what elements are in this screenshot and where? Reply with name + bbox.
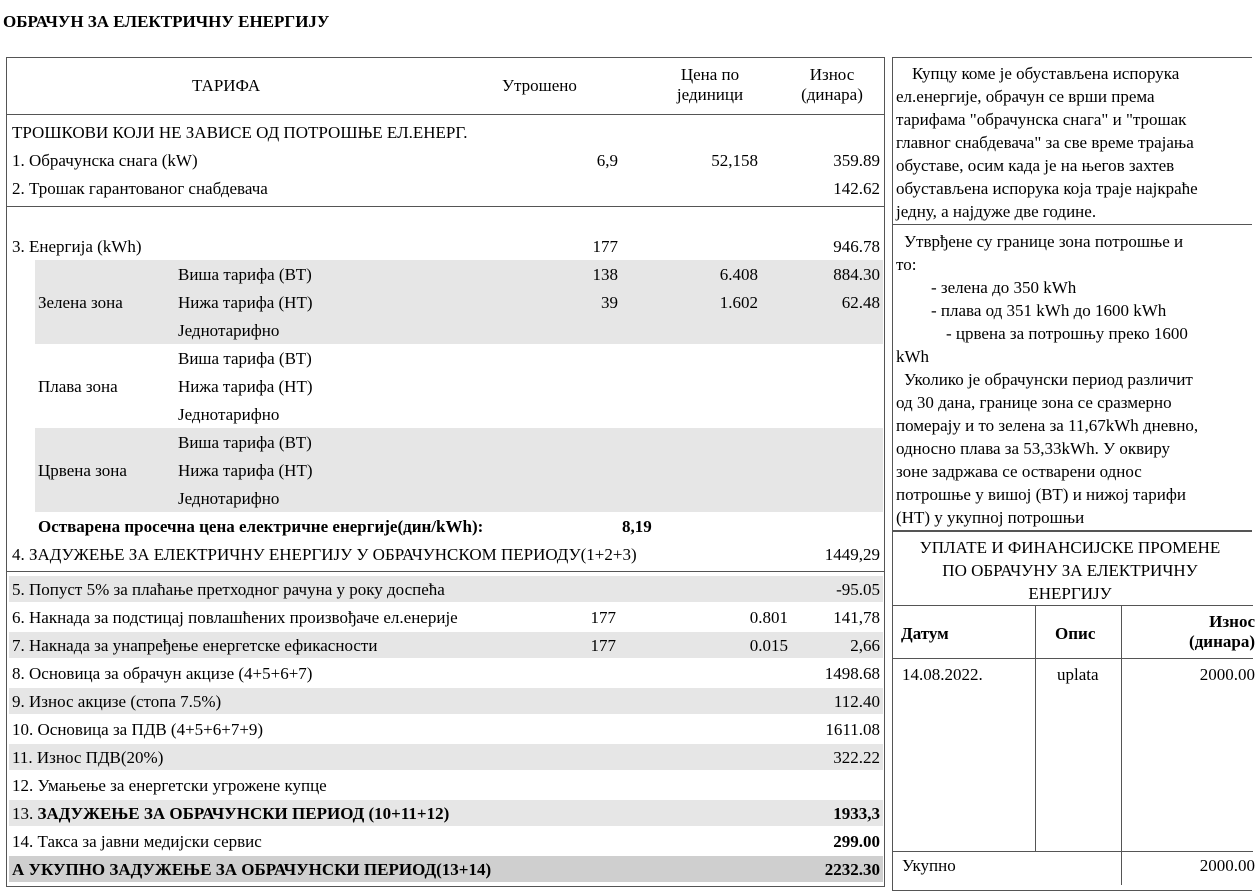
green-vt-consumed: 138 bbox=[592, 265, 618, 284]
row-9-amount: 112.40 bbox=[833, 692, 880, 711]
green-nt-amount: 62.48 bbox=[841, 293, 880, 312]
col-header-amount: Износ (динара) bbox=[801, 65, 863, 104]
note-zones: Утврђене су границе зона потрошње и то: - зелена до 350 kWh - плава од 351 kWh до 1600 kWh - црвена за потрошњу преко 1600 kWh Уколико је обрачунски период различит од 30 дана, границе зона се сразмерно померају и то зелена за 11,67kWh дневно, односно плава за 53,33kWh. У оквиру зоне задржава се остварени однос потрошње у вишој (ВТ) и нижој тарифи (НТ) у укупној потрошњи bbox=[896, 232, 1199, 527]
blue-vt-label: Виша тарифа (ВТ) bbox=[178, 349, 312, 368]
blue-zone-label: Плава зона bbox=[38, 377, 118, 396]
divider bbox=[893, 851, 1253, 852]
payments-total-amount: 2000.00 bbox=[1199, 856, 1255, 875]
note-suspension: Купцу коме је обустављена испорука ел.енергије, обрачун се врши према тарифама "обрачунска снага" и "трошак главног снабдевача" за све време трајања обуставе, осим када је на његов захтев обустављена испорука која траје најкраће једну, а најдуже две године. bbox=[896, 64, 1198, 221]
col-header-consumed: Утрошено bbox=[502, 76, 577, 95]
row-5-label: 5. Попуст 5% за плаћање претходног рачуна у року доспећа bbox=[12, 580, 445, 599]
row-1-amount: 359.89 bbox=[833, 151, 880, 170]
payment-description: uplata bbox=[1057, 665, 1099, 684]
row-1-label: 1. Обрачунска снага (kW) bbox=[12, 151, 198, 170]
payment-date: 14.08.2022. bbox=[902, 665, 983, 684]
page-title: ОБРАЧУН ЗА ЕЛЕКТРИЧНУ ЕНЕРГИЈУ bbox=[3, 12, 330, 31]
red-single-label: Једнотарифно bbox=[178, 489, 280, 508]
row-11-label: 11. Износ ПДВ(20%) bbox=[12, 748, 164, 767]
row-3-consumed: 177 bbox=[592, 237, 618, 256]
row-10-label: 10. Основица за ПДВ (4+5+6+7+9) bbox=[12, 720, 264, 739]
row-10-amount: 1611.08 bbox=[825, 720, 880, 739]
row-6-amount: 141,78 bbox=[833, 608, 880, 627]
col-header-tariff: ТАРИФА bbox=[192, 76, 261, 95]
red-vt-label: Виша тарифа (ВТ) bbox=[178, 433, 312, 452]
green-zone-label: Зелена зона bbox=[38, 293, 123, 312]
row-6-label: 6. Накнада за подстицај повлашћених произвођаче ел.енерије bbox=[12, 608, 458, 627]
green-nt-label: Нижа тарифа (НТ) bbox=[178, 293, 313, 312]
blue-nt-label: Нижа тарифа (НТ) bbox=[178, 377, 313, 396]
row-7-price: 0.015 bbox=[749, 636, 788, 655]
divider bbox=[7, 571, 885, 572]
divider bbox=[7, 206, 885, 207]
red-zone-label: Црвена зона bbox=[38, 461, 127, 480]
divider bbox=[1035, 605, 1036, 851]
grand-total-label: А УКУПНО ЗАДУЖЕЊЕ ЗА ОБРАЧУНСКИ ПЕРИОД(13+14) bbox=[12, 860, 492, 879]
row-12-label: 12. Умањење за енергетски угрожене купце bbox=[12, 776, 327, 795]
green-vt-amount: 884.30 bbox=[833, 265, 880, 284]
blue-single-label: Једнотарифно bbox=[178, 405, 280, 424]
row-3-label: 3. Енергија (kWh) bbox=[12, 237, 142, 256]
row-4-amount: 1449,29 bbox=[824, 545, 880, 564]
divider bbox=[7, 114, 885, 115]
avg-price-value: 8,19 bbox=[622, 517, 652, 536]
red-zone-shade bbox=[35, 428, 883, 512]
payment-amount: 2000.00 bbox=[1199, 665, 1255, 684]
green-vt-price: 6.408 bbox=[719, 265, 758, 284]
red-nt-label: Нижа тарифа (НТ) bbox=[178, 461, 313, 480]
row-14-label: 14. Такса за јавни медијски сервис bbox=[12, 832, 262, 851]
green-vt-label: Виша тарифа (ВТ) bbox=[178, 265, 312, 284]
section-heading-fixed: ТРОШКОВИ КОЈИ НЕ ЗАВИСЕ ОД ПОТРОШЊЕ ЕЛ.ЕНЕРГ. bbox=[12, 123, 468, 142]
green-nt-price: 1.602 bbox=[719, 293, 758, 312]
divider bbox=[893, 658, 1253, 659]
row-7-label: 7. Накнада за унапређење енергетске ефикасности bbox=[12, 636, 378, 655]
payments-total-label: Укупно bbox=[902, 856, 956, 875]
grand-total-amount: 2232.30 bbox=[824, 860, 880, 879]
avg-price-label: Остварена просечна цена електричне енергије(дин/kWh): bbox=[38, 517, 484, 536]
row-6-consumed: 177 bbox=[590, 608, 616, 627]
row-14-amount: 299.00 bbox=[833, 832, 880, 851]
row-8-label: 8. Основица за обрачун акцизе (4+5+6+7) bbox=[12, 664, 313, 683]
col-header-date: Датум bbox=[901, 624, 949, 643]
row-11-amount: 322.22 bbox=[833, 748, 880, 767]
row-2-amount: 142.62 bbox=[833, 179, 880, 198]
green-nt-consumed: 39 bbox=[601, 293, 618, 312]
row-6-price: 0.801 bbox=[749, 608, 788, 627]
row-8-amount: 1498.68 bbox=[824, 664, 880, 683]
row-4-label: 4. ЗАДУЖЕЊЕ ЗА ЕЛЕКТРИЧНУ ЕНЕРГИЈУ У ОБРАЧУНСКОМ ПЕРИОДУ(1+2+3) bbox=[12, 545, 637, 564]
col-header-unit-price: Цена по јединици bbox=[676, 65, 744, 104]
green-single-label: Једнотарифно bbox=[178, 321, 280, 340]
divider bbox=[893, 605, 1253, 606]
row-13-label: 13. ЗАДУЖЕЊЕ ЗА ОБРАЧУНСКИ ПЕРИОД (10+11+12) bbox=[12, 804, 450, 823]
row-9-label: 9. Износ акцизе (стопа 7.5%) bbox=[12, 692, 222, 711]
row-7-consumed: 177 bbox=[590, 636, 616, 655]
row-7-amount: 2,66 bbox=[850, 636, 880, 655]
col-header-payment-amount: Износ (динара) bbox=[1189, 612, 1255, 651]
row-1-price: 52,158 bbox=[711, 151, 758, 170]
row-5-amount: -95.05 bbox=[836, 580, 880, 599]
row-1-consumed: 6,9 bbox=[596, 151, 618, 170]
col-header-description: Опис bbox=[1055, 624, 1096, 643]
payments-heading: УПЛАТЕ И ФИНАНСИЈСКЕ ПРОМЕНЕ ПО ОБРАЧУНУ ЗА ЕЛЕКТРИЧНУ ЕНЕРГИЈУ bbox=[919, 538, 1221, 603]
divider bbox=[1121, 605, 1122, 885]
row-13-amount: 1933,3 bbox=[833, 804, 880, 823]
row-2-label: 2. Трошак гарантованог снабдевача bbox=[12, 179, 268, 198]
row-3-amount: 946.78 bbox=[833, 237, 880, 256]
